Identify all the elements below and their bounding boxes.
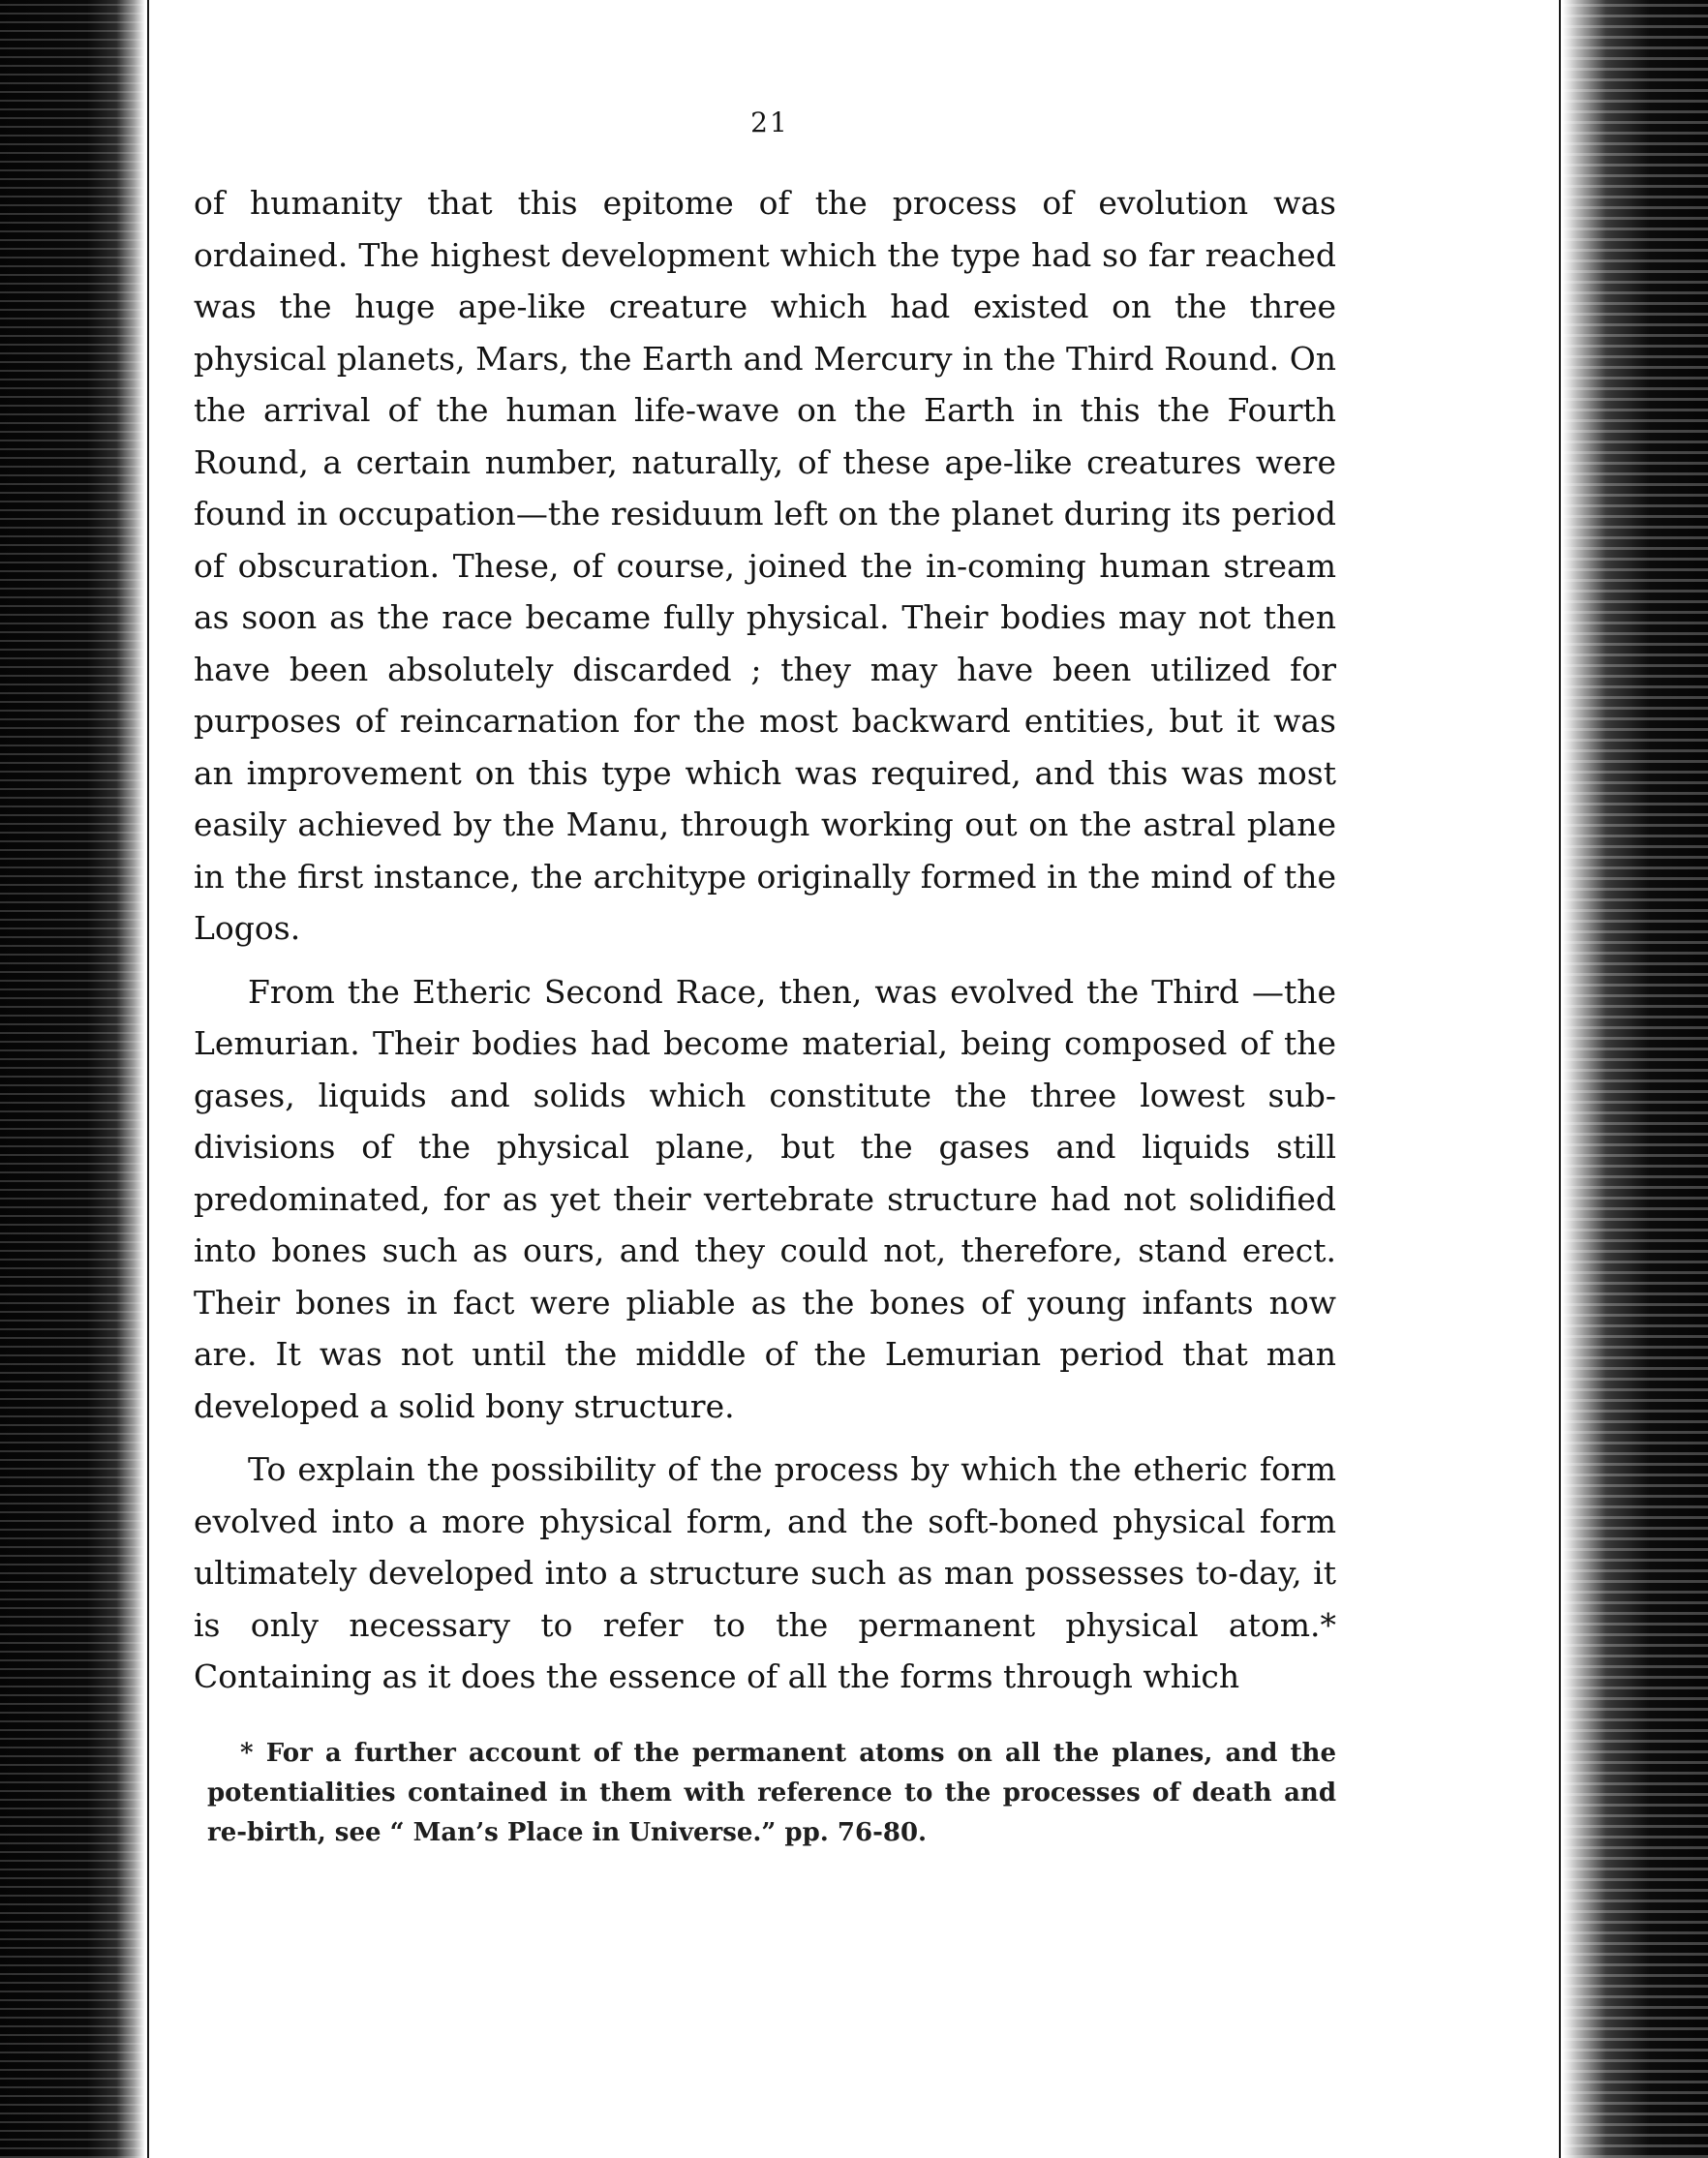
page-gutter-line-left (147, 0, 149, 2158)
paragraph-lemurian: From the Etheric Second Race, then, was evolved the Third —the Lemurian. Their bodies had become material, being composed of the gases, liquids and solids which constitute the three lowest sub-divisions of the physical plane, but the gases and liquids still predominated, for as yet their vertebrate structure had not solidified into bones such as ours, and they could not, therefore, stand erect. Their bones in fact were pliable as the bones of young infants now are. It was not until the middle of the Lemurian period that man developed a solid bony structure. (194, 972, 1336, 1425)
page-number: 21 (750, 106, 789, 138)
scan-margin-right (1563, 0, 1708, 2158)
book-page (194, 106, 1336, 1853)
scan-margin-left (0, 0, 145, 2158)
paragraph-continuation: of humanity that this epitome of the process of evolution was ordained. The highest development which the type had so far reached was the huge ape-like creature which had existed on the three physical planets, Mars, the Earth and Mercury in the Third Round. On the arrival of the human life-wave on the Earth in this the Fourth Round, a certain number, naturally, of these ape-like creatures were found in occupation—the residuum left on the planet during its period of obscuration. These, of course, joined the in-coming human stream as soon as the race became fully physical. Their bodies may not then have been absolutely discarded ; they may have been utilized for purposes of reincarnation for the most backward entities, but it was an improvement on this type which was required, and this was most easily achieved by the Manu, through working out on the astral plane in the first instance, the architype originally formed in the mind of the Logos. (194, 184, 1336, 947)
page-gutter-line-right (1559, 0, 1561, 2158)
paragraph-process: To explain the possibility of the process by which the etheric form evolved into a more physical form, and the soft-boned physical form ultimately developed into a structure such as man possesses to-day, it is only necessary to refer to the permanent physical atom.* Containing as it does the essence of all the forms through which (194, 1450, 1336, 1695)
footnote-text: For a further account of the permanent atoms on all the planes, and the potentialities contained in them with reference to the processes of death and re-birth, see “ Man’s Place in Universe.” pp. 76-80. (207, 1738, 1336, 1847)
page-body (194, 177, 1336, 1703)
footnote-marker: * (240, 1738, 254, 1768)
footnote (194, 1734, 1336, 1853)
